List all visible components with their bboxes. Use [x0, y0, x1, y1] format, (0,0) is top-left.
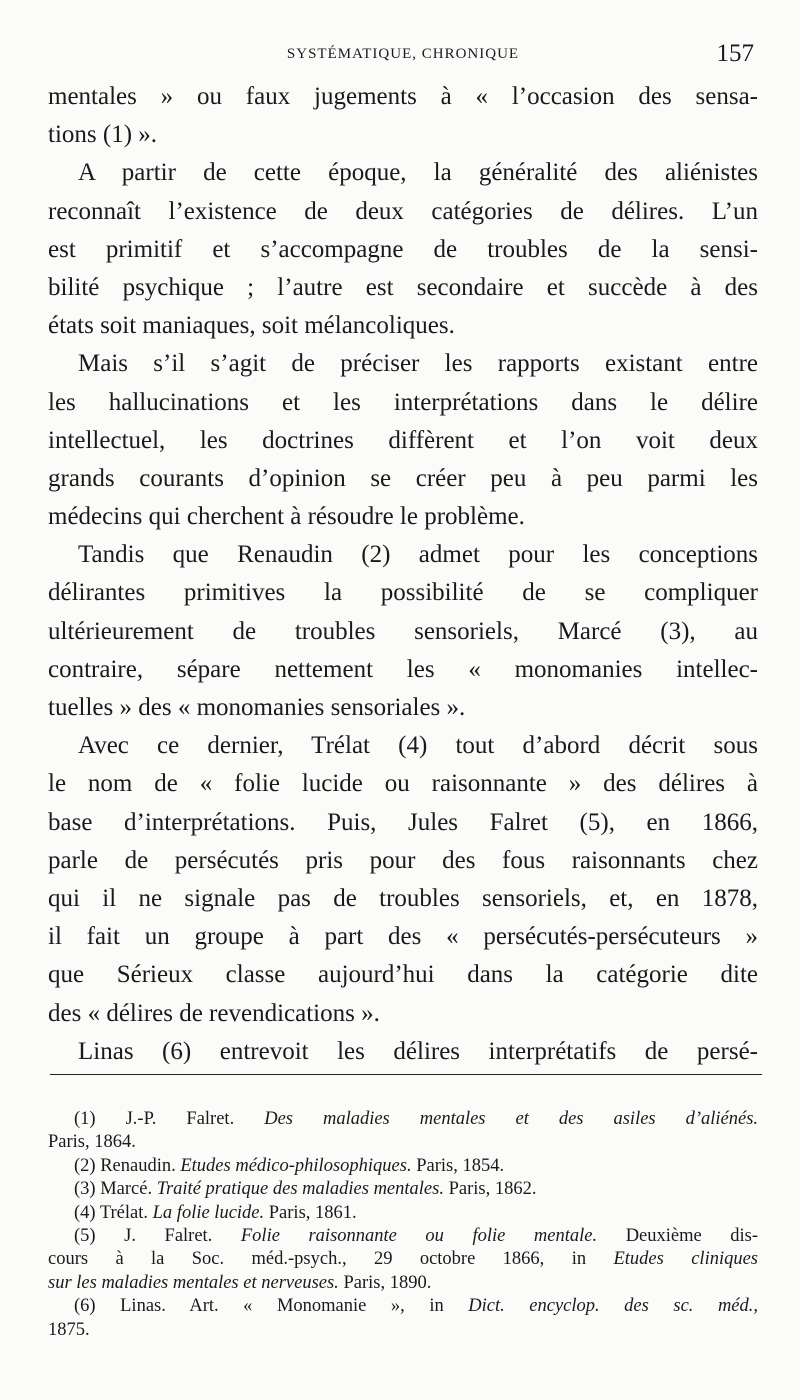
footnote-1	[48, 1108, 758, 1131]
footnote-rule	[50, 1074, 762, 1075]
footnote-rest: Paris, 1890.	[343, 1272, 432, 1293]
text-line: reconnaît l’existence de deux catégories de délires. L’un	[48, 197, 758, 225]
footnote-number: (6)	[74, 1296, 96, 1317]
text-line: bilité psychique ; l’autre est secondaire et succède à des	[48, 273, 758, 301]
page-number: 157	[716, 40, 754, 67]
footnote-rest: cours à la Soc. méd.-psych., 29 octobre 1866, in	[48, 1249, 587, 1270]
text-line: délirantes primitives la possibilité de se compliquer	[48, 579, 758, 607]
footnote-title: Etudes cliniques	[613, 1249, 758, 1270]
text-line: mentales » ou faux jugements à « l’occasion des sensa-	[48, 83, 758, 110]
footnote-2	[48, 1155, 758, 1178]
text-line: états soit maniaques, soit mélancoliques.	[48, 312, 455, 340]
footnote-author: Trélat.	[99, 1202, 149, 1223]
text-line: Linas (6) entrevoit les délires interprétatifs de persé-	[78, 1037, 758, 1065]
footnote-title: La folie lucide.	[152, 1202, 265, 1223]
footnote-4	[48, 1202, 758, 1225]
footnote-title: Traité pratique des maladies mentales.	[156, 1179, 444, 1200]
footnote-title: Dict. encyclop. des sc. méd.,	[468, 1296, 758, 1317]
footnote-number: (5)	[74, 1225, 96, 1246]
footnote-author: J. Falret.	[124, 1225, 213, 1246]
text-line: ultérieurement de troubles sensoriels, Marcé (3), au	[48, 617, 758, 645]
footnote-title: Etudes médico-philosophiques.	[180, 1155, 412, 1176]
text-line: grands courants d’opinion se créer peu à peu parmi les	[48, 464, 758, 492]
footnote-5	[48, 1225, 758, 1248]
footnote-rest: Paris, 1862.	[448, 1179, 537, 1200]
text-line: Avec ce dernier, Trélat (4) tout d’abord décrit sous	[78, 732, 758, 760]
footnote-title: Des maladies mentales et des asiles d’aliénés.	[264, 1109, 758, 1129]
footnote-number: (1)	[74, 1109, 96, 1129]
text-line: il fait un groupe à part des « persécutés-persécuteurs »	[48, 923, 758, 951]
text-line: médecins qui cherchent à résoudre le problème.	[48, 503, 525, 531]
text-line: base d’interprétations. Puis, Jules Falret (5), en 1866,	[48, 808, 758, 836]
footnote-number: (3)	[74, 1179, 96, 1200]
footnote-rest: Deuxième dis-	[625, 1225, 758, 1246]
footnote-number: (4)	[74, 1202, 96, 1223]
footnote-number: (2)	[74, 1155, 96, 1176]
text-line: qui il ne signale pas de troubles sensoriels, et, en 1878,	[48, 884, 758, 912]
running-title: SYSTÉMATIQUE, CHRONIQUE	[286, 46, 520, 62]
footnote-author: J.-P. Falret.	[125, 1109, 235, 1129]
text-line: Mais s’il s’agit de préciser les rapports existant entre	[78, 350, 758, 378]
footnote-rest: Paris, 1861.	[268, 1202, 357, 1223]
footnote-6-cont	[48, 1319, 758, 1342]
running-head	[48, 38, 758, 68]
text-line: des « délires de revendications ».	[48, 999, 380, 1027]
footnote-5-cont	[48, 1272, 758, 1295]
text-line: intellectuel, les doctrines diffèrent et l’on voit deux	[48, 426, 758, 454]
footnote-rest: Paris, 1864.	[48, 1132, 136, 1153]
footnote-6	[48, 1295, 758, 1318]
footnote-1-cont	[48, 1131, 758, 1154]
text-line: parle de persécutés pris pour des fous raisonnants chez	[48, 846, 758, 874]
footnotes	[48, 1108, 758, 1342]
text-line: tions (1) ».	[48, 121, 158, 149]
text-line: contraire, sépare nettement les « monomanies intellec-	[48, 655, 758, 683]
text-line: que Sérieux classe aujourd’hui dans la catégorie dite	[48, 961, 758, 989]
footnote-5-cont	[48, 1248, 758, 1271]
footnote-title: Folie raisonnante ou folie mentale.	[240, 1225, 598, 1246]
footnote-3	[48, 1178, 758, 1201]
text-line: les hallucinations et les interprétations dans le délire	[48, 388, 758, 416]
text-line: A partir de cette époque, la généralité des aliénistes	[78, 159, 758, 187]
text-line: le nom de « folie lucide ou raisonnante » des délires à	[48, 770, 758, 798]
footnote-rest: 1875.	[48, 1319, 90, 1340]
footnote-rest: Paris, 1854.	[416, 1155, 505, 1176]
footnote-author: Linas. Art. « Monomanie », in	[120, 1296, 444, 1317]
text-line: Tandis que Renaudin (2) admet pour les conceptions	[78, 541, 758, 569]
footnote-author: Marcé.	[100, 1179, 153, 1200]
footnote-author: Renaudin.	[100, 1155, 176, 1176]
text-line: tuelles » des « monomanies sensoriales ».	[48, 694, 466, 721]
body-text	[48, 78, 758, 1071]
text-line: est primitif et s’accompagne de troubles de la sensi-	[48, 235, 758, 263]
footnote-title: sur les maladies mentales et nerveuses.	[48, 1272, 339, 1293]
